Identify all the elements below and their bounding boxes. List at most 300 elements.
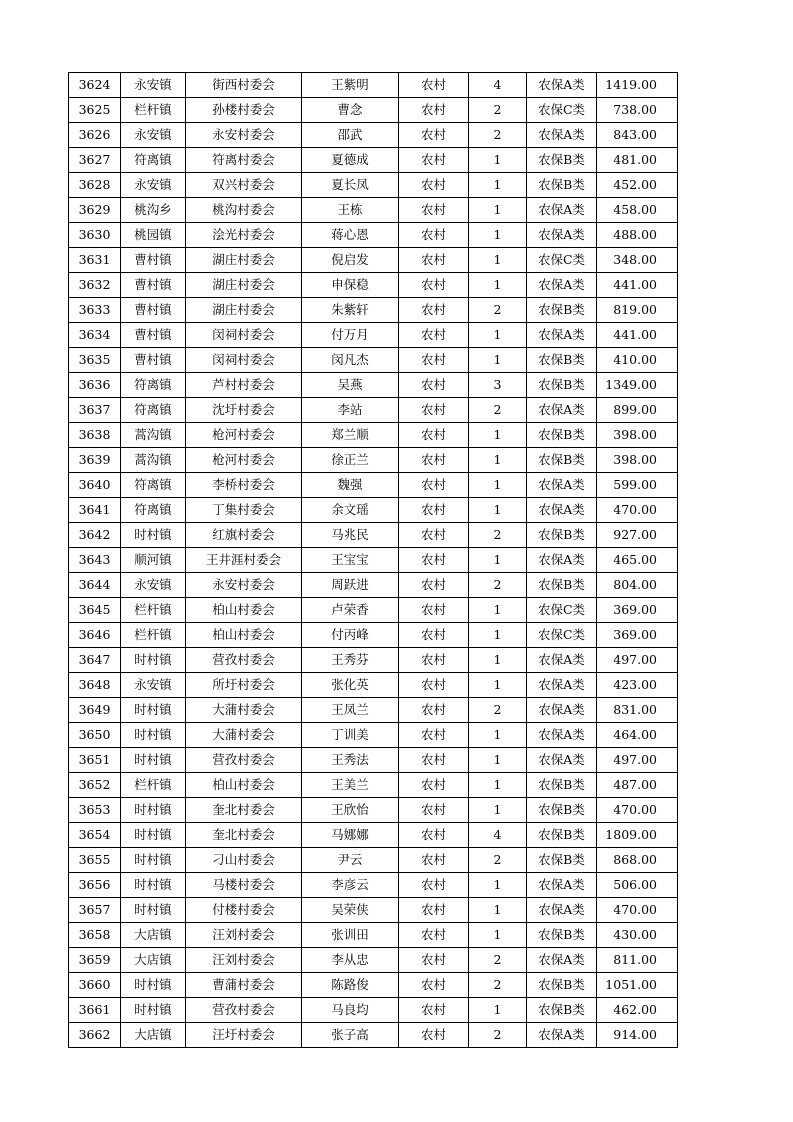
residence-type-cell: 农村 [399,273,469,298]
household-size-cell: 1 [469,773,527,798]
insurance-category-cell: 农保B类 [527,848,597,873]
insurance-category-cell: 农保A类 [527,673,597,698]
residence-type-cell: 农村 [399,773,469,798]
amount-cell: 506.00 [597,873,678,898]
amount-cell: 470.00 [597,798,678,823]
amount-cell: 599.00 [597,473,678,498]
insurance-category-cell: 农保A类 [527,498,597,523]
village-committee-cell: 大蒲村委会 [186,723,302,748]
town-cell: 栏杆镇 [121,598,186,623]
village-committee-cell: 汪圩村委会 [186,1023,302,1048]
amount-cell: 369.00 [597,623,678,648]
row-number-cell: 3624 [69,73,121,98]
residence-type-cell: 农村 [399,523,469,548]
row-number-cell: 3627 [69,148,121,173]
household-size-cell: 1 [469,323,527,348]
village-committee-cell: 所圩村委会 [186,673,302,698]
person-name-cell: 王宝宝 [302,548,399,573]
insurance-category-cell: 农保B类 [527,798,597,823]
insurance-category-cell: 农保B类 [527,148,597,173]
town-cell: 时村镇 [121,823,186,848]
town-cell: 栏杆镇 [121,623,186,648]
row-number-cell: 3633 [69,298,121,323]
insurance-category-cell: 农保A类 [527,898,597,923]
amount-cell: 398.00 [597,423,678,448]
person-name-cell: 蒋心恩 [302,223,399,248]
household-size-cell: 2 [469,698,527,723]
village-committee-cell: 枪河村委会 [186,448,302,473]
household-size-cell: 2 [469,973,527,998]
insurance-category-cell: 农保B类 [527,448,597,473]
town-cell: 时村镇 [121,648,186,673]
town-cell: 大店镇 [121,1023,186,1048]
household-size-cell: 1 [469,898,527,923]
insurance-category-cell: 农保B类 [527,998,597,1023]
insurance-category-cell: 农保A类 [527,123,597,148]
insurance-category-cell: 农保A类 [527,198,597,223]
residence-type-cell: 农村 [399,298,469,323]
household-size-cell: 2 [469,848,527,873]
village-committee-cell: 柏山村委会 [186,623,302,648]
household-size-cell: 2 [469,98,527,123]
row-number-cell: 3648 [69,673,121,698]
residence-type-cell: 农村 [399,573,469,598]
row-number-cell: 3660 [69,973,121,998]
residence-type-cell: 农村 [399,698,469,723]
amount-cell: 927.00 [597,523,678,548]
town-cell: 符离镇 [121,148,186,173]
table-row [69,323,678,348]
amount-cell: 868.00 [597,848,678,873]
person-name-cell: 魏强 [302,473,399,498]
household-size-cell: 1 [469,148,527,173]
table-row [69,873,678,898]
person-name-cell: 徐正兰 [302,448,399,473]
town-cell: 时村镇 [121,848,186,873]
amount-cell: 804.00 [597,573,678,598]
table-row [69,348,678,373]
town-cell: 时村镇 [121,973,186,998]
town-cell: 曹村镇 [121,323,186,348]
insurance-category-cell: 农保B类 [527,348,597,373]
amount-cell: 441.00 [597,273,678,298]
person-name-cell: 邵武 [302,123,399,148]
household-size-cell: 4 [469,73,527,98]
row-number-cell: 3640 [69,473,121,498]
town-cell: 桃沟乡 [121,198,186,223]
row-number-cell: 3625 [69,98,121,123]
table-row [69,598,678,623]
town-cell: 曹村镇 [121,273,186,298]
table-row [69,948,678,973]
town-cell: 时村镇 [121,698,186,723]
village-committee-cell: 马楼村委会 [186,873,302,898]
residence-type-cell: 农村 [399,723,469,748]
person-name-cell: 王欣怡 [302,798,399,823]
town-cell: 永安镇 [121,123,186,148]
person-name-cell: 吴燕 [302,373,399,398]
row-number-cell: 3639 [69,448,121,473]
town-cell: 符离镇 [121,498,186,523]
village-committee-cell: 湖庄村委会 [186,298,302,323]
row-number-cell: 3630 [69,223,121,248]
person-name-cell: 王秀芬 [302,648,399,673]
insurance-category-cell: 农保A类 [527,398,597,423]
row-number-cell: 3636 [69,373,121,398]
row-number-cell: 3656 [69,873,121,898]
town-cell: 时村镇 [121,523,186,548]
household-size-cell: 1 [469,673,527,698]
table-row [69,923,678,948]
table-row [69,198,678,223]
insurance-category-cell: 农保C类 [527,623,597,648]
table-row [69,748,678,773]
town-cell: 大店镇 [121,948,186,973]
roster-table [68,72,678,1048]
person-name-cell: 尹云 [302,848,399,873]
row-number-cell: 3652 [69,773,121,798]
person-name-cell: 余文瑶 [302,498,399,523]
residence-type-cell: 农村 [399,498,469,523]
row-number-cell: 3641 [69,498,121,523]
village-committee-cell: 汪刘村委会 [186,948,302,973]
village-committee-cell: 丁集村委会 [186,498,302,523]
row-number-cell: 3637 [69,398,121,423]
amount-cell: 497.00 [597,748,678,773]
household-size-cell: 2 [469,298,527,323]
table-row [69,573,678,598]
amount-cell: 398.00 [597,448,678,473]
person-name-cell: 夏德成 [302,148,399,173]
person-name-cell: 王栋 [302,198,399,223]
amount-cell: 452.00 [597,173,678,198]
residence-type-cell: 农村 [399,1023,469,1048]
household-size-cell: 1 [469,223,527,248]
person-name-cell: 卢荣香 [302,598,399,623]
amount-cell: 481.00 [597,148,678,173]
person-name-cell: 张子高 [302,1023,399,1048]
row-number-cell: 3662 [69,1023,121,1048]
row-number-cell: 3628 [69,173,121,198]
amount-cell: 831.00 [597,698,678,723]
household-size-cell: 2 [469,948,527,973]
person-name-cell: 周跃进 [302,573,399,598]
household-size-cell: 1 [469,598,527,623]
row-number-cell: 3653 [69,798,121,823]
table-row [69,973,678,998]
table-row [69,173,678,198]
table-row [69,798,678,823]
insurance-category-cell: 农保C类 [527,98,597,123]
town-cell: 桃园镇 [121,223,186,248]
residence-type-cell: 农村 [399,898,469,923]
insurance-category-cell: 农保A类 [527,698,597,723]
amount-cell: 423.00 [597,673,678,698]
household-size-cell: 1 [469,273,527,298]
household-size-cell: 2 [469,123,527,148]
village-committee-cell: 浍光村委会 [186,223,302,248]
village-committee-cell: 大蒲村委会 [186,698,302,723]
amount-cell: 1809.00 [597,823,678,848]
household-size-cell: 1 [469,748,527,773]
table-row [69,473,678,498]
amount-cell: 1349.00 [597,373,678,398]
household-size-cell: 4 [469,823,527,848]
table-row [69,648,678,673]
person-name-cell: 马兆民 [302,523,399,548]
residence-type-cell: 农村 [399,848,469,873]
row-number-cell: 3658 [69,923,121,948]
table-row [69,1023,678,1048]
table-row [69,623,678,648]
amount-cell: 497.00 [597,648,678,673]
amount-cell: 462.00 [597,998,678,1023]
row-number-cell: 3645 [69,598,121,623]
amount-cell: 470.00 [597,498,678,523]
amount-cell: 811.00 [597,948,678,973]
residence-type-cell: 农村 [399,548,469,573]
village-committee-cell: 沈圩村委会 [186,398,302,423]
person-name-cell: 朱紫轩 [302,298,399,323]
row-number-cell: 3643 [69,548,121,573]
person-name-cell: 付丙峰 [302,623,399,648]
amount-cell: 738.00 [597,98,678,123]
household-size-cell: 3 [469,373,527,398]
town-cell: 曹村镇 [121,298,186,323]
person-name-cell: 马良均 [302,998,399,1023]
residence-type-cell: 农村 [399,223,469,248]
table-row [69,98,678,123]
table-row [69,148,678,173]
amount-cell: 465.00 [597,548,678,573]
insurance-category-cell: 农保A类 [527,748,597,773]
village-committee-cell: 李桥村委会 [186,473,302,498]
row-number-cell: 3651 [69,748,121,773]
town-cell: 时村镇 [121,748,186,773]
residence-type-cell: 农村 [399,598,469,623]
person-name-cell: 申保稳 [302,273,399,298]
row-number-cell: 3650 [69,723,121,748]
row-number-cell: 3638 [69,423,121,448]
village-committee-cell: 街西村委会 [186,73,302,98]
amount-cell: 470.00 [597,898,678,923]
town-cell: 永安镇 [121,73,186,98]
insurance-category-cell: 农保B类 [527,823,597,848]
insurance-category-cell: 农保B类 [527,173,597,198]
person-name-cell: 吴荣侠 [302,898,399,923]
person-name-cell: 王凤兰 [302,698,399,723]
row-number-cell: 3657 [69,898,121,923]
village-committee-cell: 奎北村委会 [186,798,302,823]
person-name-cell: 李站 [302,398,399,423]
residence-type-cell: 农村 [399,623,469,648]
village-committee-cell: 闵祠村委会 [186,348,302,373]
residence-type-cell: 农村 [399,373,469,398]
amount-cell: 458.00 [597,198,678,223]
insurance-category-cell: 农保A类 [527,473,597,498]
town-cell: 时村镇 [121,873,186,898]
household-size-cell: 1 [469,648,527,673]
village-committee-cell: 奎北村委会 [186,823,302,848]
row-number-cell: 3631 [69,248,121,273]
table-row [69,223,678,248]
village-committee-cell: 红旗村委会 [186,523,302,548]
insurance-category-cell: 农保A类 [527,548,597,573]
town-cell: 时村镇 [121,898,186,923]
table-row [69,498,678,523]
row-number-cell: 3629 [69,198,121,223]
town-cell: 栏杆镇 [121,773,186,798]
row-number-cell: 3626 [69,123,121,148]
amount-cell: 430.00 [597,923,678,948]
row-number-cell: 3654 [69,823,121,848]
row-number-cell: 3661 [69,998,121,1023]
village-committee-cell: 曹蒲村委会 [186,973,302,998]
town-cell: 符离镇 [121,473,186,498]
town-cell: 曹村镇 [121,348,186,373]
row-number-cell: 3642 [69,523,121,548]
town-cell: 永安镇 [121,573,186,598]
residence-type-cell: 农村 [399,198,469,223]
table-row [69,448,678,473]
insurance-category-cell: 农保B类 [527,773,597,798]
amount-cell: 843.00 [597,123,678,148]
table-row [69,673,678,698]
village-committee-cell: 符离村委会 [186,148,302,173]
residence-type-cell: 农村 [399,798,469,823]
residence-type-cell: 农村 [399,648,469,673]
table-row [69,298,678,323]
person-name-cell: 张化英 [302,673,399,698]
village-committee-cell: 湖庄村委会 [186,248,302,273]
household-size-cell: 1 [469,798,527,823]
town-cell: 大店镇 [121,923,186,948]
table-row [69,273,678,298]
person-name-cell: 王紫明 [302,73,399,98]
town-cell: 蒿沟镇 [121,448,186,473]
table-body [69,73,678,1048]
village-committee-cell: 双兴村委会 [186,173,302,198]
residence-type-cell: 农村 [399,98,469,123]
household-size-cell: 1 [469,198,527,223]
town-cell: 符离镇 [121,398,186,423]
row-number-cell: 3647 [69,648,121,673]
household-size-cell: 1 [469,248,527,273]
residence-type-cell: 农村 [399,948,469,973]
amount-cell: 441.00 [597,323,678,348]
town-cell: 蒿沟镇 [121,423,186,448]
village-committee-cell: 孙楼村委会 [186,98,302,123]
village-committee-cell: 桃沟村委会 [186,198,302,223]
residence-type-cell: 农村 [399,823,469,848]
table-row [69,423,678,448]
insurance-category-cell: 农保A类 [527,323,597,348]
person-name-cell: 郑兰顺 [302,423,399,448]
insurance-category-cell: 农保B类 [527,973,597,998]
household-size-cell: 2 [469,523,527,548]
village-committee-cell: 柏山村委会 [186,598,302,623]
amount-cell: 1051.00 [597,973,678,998]
household-size-cell: 2 [469,398,527,423]
insurance-category-cell: 农保B类 [527,573,597,598]
town-cell: 栏杆镇 [121,98,186,123]
household-size-cell: 2 [469,573,527,598]
amount-cell: 914.00 [597,1023,678,1048]
person-name-cell: 王美兰 [302,773,399,798]
village-committee-cell: 芦村村委会 [186,373,302,398]
insurance-category-cell: 农保C类 [527,248,597,273]
residence-type-cell: 农村 [399,73,469,98]
insurance-category-cell: 农保A类 [527,648,597,673]
person-name-cell: 张训田 [302,923,399,948]
amount-cell: 410.00 [597,348,678,373]
residence-type-cell: 农村 [399,173,469,198]
amount-cell: 819.00 [597,298,678,323]
residence-type-cell: 农村 [399,673,469,698]
residence-type-cell: 农村 [399,148,469,173]
insurance-category-cell: 农保B类 [527,373,597,398]
household-size-cell: 1 [469,998,527,1023]
table-row [69,548,678,573]
person-name-cell: 付万月 [302,323,399,348]
household-size-cell: 1 [469,498,527,523]
amount-cell: 348.00 [597,248,678,273]
residence-type-cell: 农村 [399,473,469,498]
row-number-cell: 3632 [69,273,121,298]
village-committee-cell: 营孜村委会 [186,748,302,773]
residence-type-cell: 农村 [399,873,469,898]
town-cell: 时村镇 [121,723,186,748]
village-committee-cell: 王井涯村委会 [186,548,302,573]
person-name-cell: 丁训美 [302,723,399,748]
person-name-cell: 夏长凤 [302,173,399,198]
residence-type-cell: 农村 [399,323,469,348]
row-number-cell: 3634 [69,323,121,348]
household-size-cell: 1 [469,923,527,948]
household-size-cell: 1 [469,873,527,898]
village-committee-cell: 永安村委会 [186,123,302,148]
household-size-cell: 1 [469,723,527,748]
town-cell: 时村镇 [121,798,186,823]
village-committee-cell: 营孜村委会 [186,648,302,673]
household-size-cell: 2 [469,1023,527,1048]
person-name-cell: 曹念 [302,98,399,123]
insurance-category-cell: 农保B类 [527,298,597,323]
town-cell: 时村镇 [121,998,186,1023]
row-number-cell: 3635 [69,348,121,373]
row-number-cell: 3646 [69,623,121,648]
village-committee-cell: 付楼村委会 [186,898,302,923]
household-size-cell: 1 [469,348,527,373]
town-cell: 顺河镇 [121,548,186,573]
insurance-category-cell: 农保B类 [527,523,597,548]
village-committee-cell: 营孜村委会 [186,998,302,1023]
insurance-category-cell: 农保B类 [527,923,597,948]
amount-cell: 488.00 [597,223,678,248]
household-size-cell: 1 [469,473,527,498]
person-name-cell: 王秀法 [302,748,399,773]
amount-cell: 369.00 [597,598,678,623]
insurance-category-cell: 农保A类 [527,723,597,748]
insurance-category-cell: 农保A类 [527,223,597,248]
person-name-cell: 闵凡杰 [302,348,399,373]
village-committee-cell: 湖庄村委会 [186,273,302,298]
person-name-cell: 李彦云 [302,873,399,898]
table-row [69,998,678,1023]
town-cell: 永安镇 [121,173,186,198]
town-cell: 符离镇 [121,373,186,398]
residence-type-cell: 农村 [399,923,469,948]
